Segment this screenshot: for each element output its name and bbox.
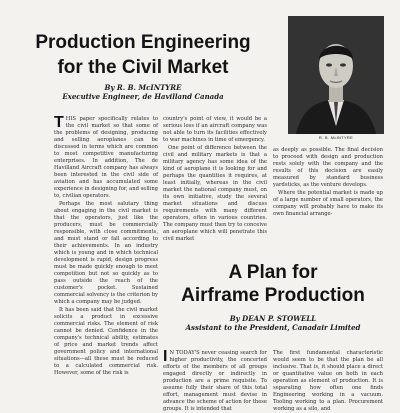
article1-paragraph: as deeply as possible. The final decision to proceed with design and production rests solely with the company and the results of this decision are easily measured by standard business yardsticks, as the venture develops. bbox=[273, 147, 383, 188]
article2-dropcap: I bbox=[163, 348, 168, 365]
article2-column-1 bbox=[163, 348, 267, 412]
article2-author-title: Assistant to the President, Canadair Limited bbox=[185, 323, 361, 332]
article1-byline bbox=[0, 83, 286, 101]
article1-paragraph: It has been said that the civil market solicits a product in excessive commercial risks. The element of risk cannot be denied. Confidence in the company's technical ability, estimates of price and market trends affect government policy and international situations—all these must be reduced to a calculated commercial risk. However, some of the risk is bbox=[54, 307, 158, 376]
portrait-illustration bbox=[288, 16, 384, 134]
article1-paragraph: Perhaps the most salutary thing about engaging in the civil market is that the operators, just like the producers, must be commercially responsible, with close commitments, and must stand or fall according to their achievements. In an industry which is young and in which technical development is rapid, design progress must be made quickly enough to meet competition but not so quickly as to pass outside the reach of the customer's pocket. Sustained commercial solvency is the criterion by which a company may be judged. bbox=[54, 201, 158, 305]
article1-paragraph: One point of difference between the civil and military markets is that a military agency has some idea of the kind of aeroplane it is looking for and perhaps the quantities it requires, at least initially, whereas in the civil market the national company must, on its own initiative, study the several market situations and discuss requirements with many different operators, often in various countries. The company must then try to conceive an aeroplane which will penetrate this civil market bbox=[163, 145, 267, 242]
article1-column-1 bbox=[54, 116, 158, 400]
photo-caption: R. B. McINTYRE bbox=[318, 135, 354, 140]
article1-dropcap: T bbox=[54, 114, 64, 131]
article2-title bbox=[163, 261, 383, 307]
article2-byline bbox=[163, 314, 383, 332]
article1-paragraph: HIS paper specifically relates to the civil market so that some of the problems of designing, producing and selling aeroplanes can be discussed in terms which are common to most competitive manufacturing enterprises. In addition, The de Havilland Aircraft company has always been interested in the civil side of aviation and has accumulated some experience in designing for, and selling to, civilian operators. bbox=[54, 116, 158, 199]
article1-column-2 bbox=[163, 116, 267, 254]
article1-title bbox=[0, 30, 286, 80]
article2-column-2 bbox=[273, 350, 383, 412]
article1-author: By R. B. McINTYRE bbox=[104, 83, 182, 92]
article1-title-line1: Production Engineering bbox=[35, 32, 251, 53]
article2-paragraph: The first fundamental characteristic would seem to be that the plan be all inclusive. That is, it should place a direct or quantitative value on both in each operation as element of production. It is separating how often one finds Engineering working in a vacuum. Tooling working to a plan. Procurement working as a silo, and bbox=[273, 350, 383, 412]
article2-paragraph: N TODAY'S never ceasing search for higher productivity, the concerted efforts of the members of all groups engaged directly or indirectly in production are a prime requisite. To assume fully their share of this total effort, management must devise in advance the scheme of action for these groups. It is intended that bbox=[163, 350, 267, 412]
article1-title-line2: for the Civil Market bbox=[57, 57, 229, 78]
article1-author-title: Executive Engineer, de Havilland Canada bbox=[62, 92, 224, 101]
article2-title-line1: A Plan for bbox=[228, 262, 318, 283]
author-portrait-photo bbox=[288, 16, 384, 134]
article1-paragraph: Where the potential market is made up of a large number of small operators, the company will probably have to make its own financial arrange- bbox=[273, 190, 383, 217]
article2-title-line2: Airframe Production bbox=[181, 285, 365, 306]
article1-paragraph: country's point of view, it would be a serious loss if an aircraft company was not able to turn its facilities effectively to war machines in time of emergency. bbox=[163, 116, 267, 143]
article2-author: By DEAN P. STOWELL bbox=[229, 314, 317, 323]
article1-column-3 bbox=[273, 147, 383, 254]
